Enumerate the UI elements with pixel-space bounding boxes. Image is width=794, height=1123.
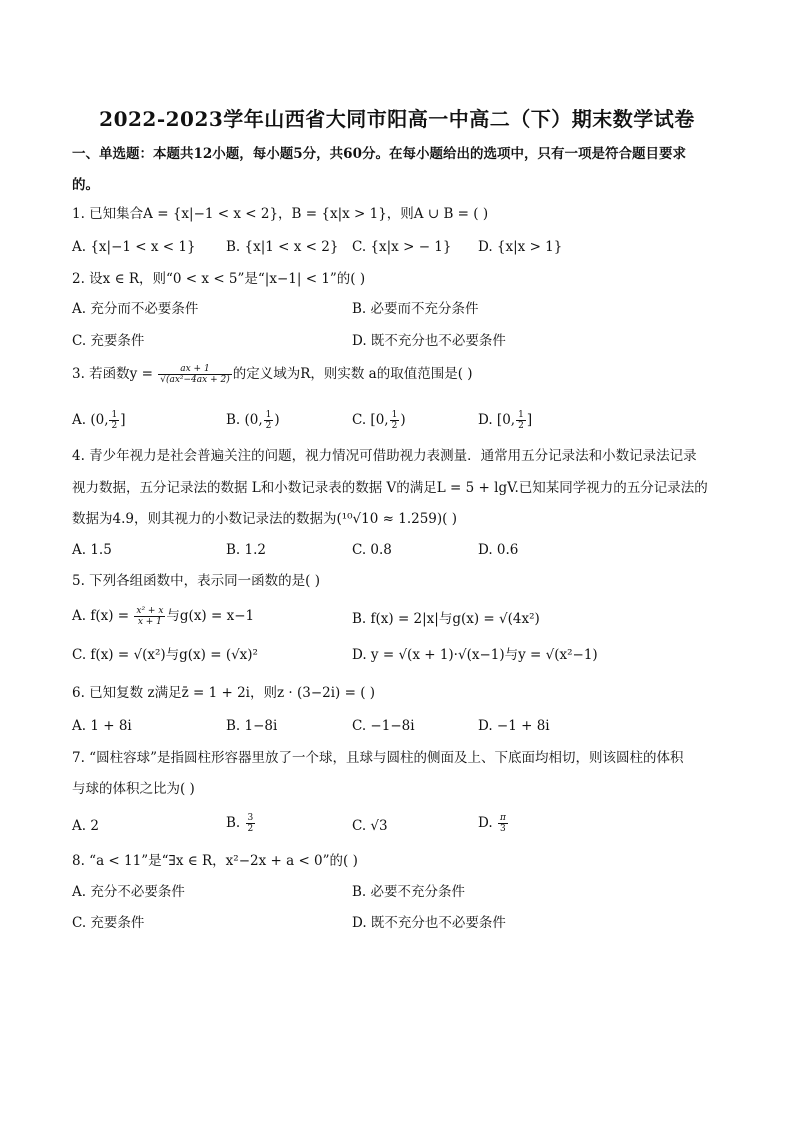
q3-d-frac-den: 2	[518, 421, 524, 431]
q5-a-suf: 与g(x) = x−1	[166, 608, 255, 624]
q3-b-suf: )	[274, 412, 280, 428]
q7-d-frac-den: 3	[500, 824, 506, 834]
q6-option-a: A. 1 + 8i	[72, 718, 132, 734]
section-heading: 一、单选题：本题共12小题，每小题5分，共60分。在每小题给出的选项中，只有一项是符合题目要求	[72, 146, 686, 162]
page-title: 2022-2023学年山西省大同市阳高一中高二（下）期末数学试卷	[99, 107, 695, 131]
q3-a-frac-den: 2	[111, 421, 118, 431]
q1-option-c: C. {x|x > − 1}	[352, 239, 452, 255]
q7-d-pre: D.	[478, 815, 497, 831]
q3-b-pre: B. (0,	[226, 412, 263, 428]
q2-option-c: C. 充要条件	[72, 333, 145, 349]
q6-option-b: B. 1−8i	[226, 718, 278, 734]
q5-option-b: B. f(x) = 2|x|与g(x) = √(4x²)	[352, 611, 540, 627]
q7-option-d	[478, 813, 509, 834]
q8-option-c: C. 充要条件	[72, 915, 145, 931]
q1-option-d: D. {x|x > 1}	[478, 239, 563, 255]
q6-option-c: C. −1−8i	[352, 718, 415, 734]
q3-suffix: 的定义域为R，则实数 a的取值范围是( )	[232, 366, 473, 382]
q3-a-frac-num: 1	[111, 410, 118, 420]
q3-b-frac-num: 1	[265, 410, 272, 420]
q3-c-frac	[390, 410, 400, 431]
question-1-stem: 1. 已知集合A = {x|−1 < x < 2}，B = {x|x > 1}，则A ∪ B = ( )	[72, 206, 489, 222]
q7-option-c: C. √3	[352, 818, 388, 834]
question-7-line-2: 与球的体积之比为( )	[72, 781, 195, 797]
q3-c-frac-den: 2	[391, 421, 398, 431]
q3-option-d	[478, 410, 532, 431]
q5-option-c: C. f(x) = √(x²)与g(x) = (√x)²	[72, 647, 258, 663]
q5-a-pre: A. f(x) =	[72, 608, 134, 624]
q7-b-frac-den: 2	[247, 824, 254, 834]
question-7-line-1: 7. “圆柱容球”是指圆柱形容器里放了一个球，且球与圆柱的侧面及上、下底面均相切，则该圆柱的体积	[72, 750, 684, 766]
q7-d-frac	[498, 813, 508, 834]
q4-option-c: C. 0.8	[352, 542, 392, 558]
q3-c-suf: )	[400, 412, 406, 428]
q8-option-a: A. 充分不必要条件	[72, 884, 185, 900]
q3-d-suf: ]	[526, 412, 533, 428]
q3-c-pre: C. [0,	[352, 412, 389, 428]
q1-option-a: A. {x|−1 < x < 1}	[72, 239, 196, 255]
question-6-stem: 6. 已知复数 z满足z̄ = 1 + 2i，则z · (3−2i) = ( )	[72, 685, 376, 701]
q2-option-a: A. 充分而不必要条件	[72, 301, 199, 317]
q7-d-frac-num: π	[499, 813, 506, 823]
q3-option-c	[352, 410, 406, 431]
q2-option-b: B. 必要而不充分条件	[352, 301, 479, 317]
q7-b-frac	[246, 813, 256, 834]
q3-d-frac-num: 1	[518, 410, 524, 420]
q3-d-frac	[516, 410, 526, 431]
q4-option-b: B. 1.2	[226, 542, 266, 558]
q5-a-frac-den: x + 1	[137, 617, 162, 627]
question-3-stem	[72, 364, 473, 385]
q3-d-pre: D. [0,	[478, 412, 516, 428]
q4-option-a: A. 1.5	[72, 542, 112, 558]
q7-option-b	[226, 813, 256, 834]
q3-fraction-num: ax + 1	[158, 364, 232, 375]
q5-option-d: D. y = √(x + 1)·√(x−1)与y = √(x²−1)	[352, 647, 598, 663]
q8-option-d: D. 既不充分也不必要条件	[352, 915, 506, 931]
q3-fraction-den: √(ax²−4ax + 2)	[160, 375, 230, 385]
q3-option-b	[226, 410, 280, 431]
q3-fraction	[158, 364, 232, 385]
question-4-line-3: 数据为4.9，则其视力的小数记录法的数据为(¹⁰√10 ≈ 1.259)( )	[72, 511, 457, 527]
q3-prefix: 3. 若函数y =	[72, 366, 158, 382]
q5-a-frac-num: x² + x	[136, 606, 164, 616]
section-heading-cont: 的。	[72, 177, 99, 193]
q4-option-d: D. 0.6	[478, 542, 519, 558]
q3-a-pre: A. (0,	[72, 412, 109, 428]
question-4-line-2: 视力数据，五分记录法的数据 L和小数记录表的数据 V的满足L = 5 + lgV.已知某同学视力的五分记录法的	[72, 480, 708, 496]
q7-option-a: A. 2	[72, 818, 99, 834]
q3-option-a	[72, 410, 126, 431]
q3-a-suf: ]	[120, 412, 126, 428]
question-8-stem: 8. “a < 11”是“∃x ∈ R，x²−2x + a < 0”的( )	[72, 853, 358, 869]
q8-option-b: B. 必要不充分条件	[352, 884, 466, 900]
q7-b-frac-num: 3	[247, 813, 254, 823]
q5-option-a	[72, 606, 254, 627]
question-5-stem: 5. 下列各组函数中，表示同一函数的是( )	[72, 573, 320, 589]
q3-a-frac	[109, 410, 119, 431]
q7-b-pre: B.	[226, 815, 245, 831]
q1-option-b: B. {x|1 < x < 2}	[226, 239, 339, 255]
question-2-stem: 2. 设x ∈ R，则“0 < x < 5”是“|x−1| < 1”的( )	[72, 271, 366, 287]
q3-c-frac-num: 1	[391, 410, 398, 420]
q3-b-frac-den: 2	[265, 421, 272, 431]
question-4-line-1: 4. 青少年视力是社会普遍关注的问题，视力情况可借助视力表测量．通常用五分记录法和小数记录法记录	[72, 448, 697, 464]
q5-a-frac	[134, 606, 165, 627]
q2-option-d: D. 既不充分也不必要条件	[352, 333, 506, 349]
q6-option-d: D. −1 + 8i	[478, 718, 550, 734]
q3-b-frac	[264, 410, 274, 431]
